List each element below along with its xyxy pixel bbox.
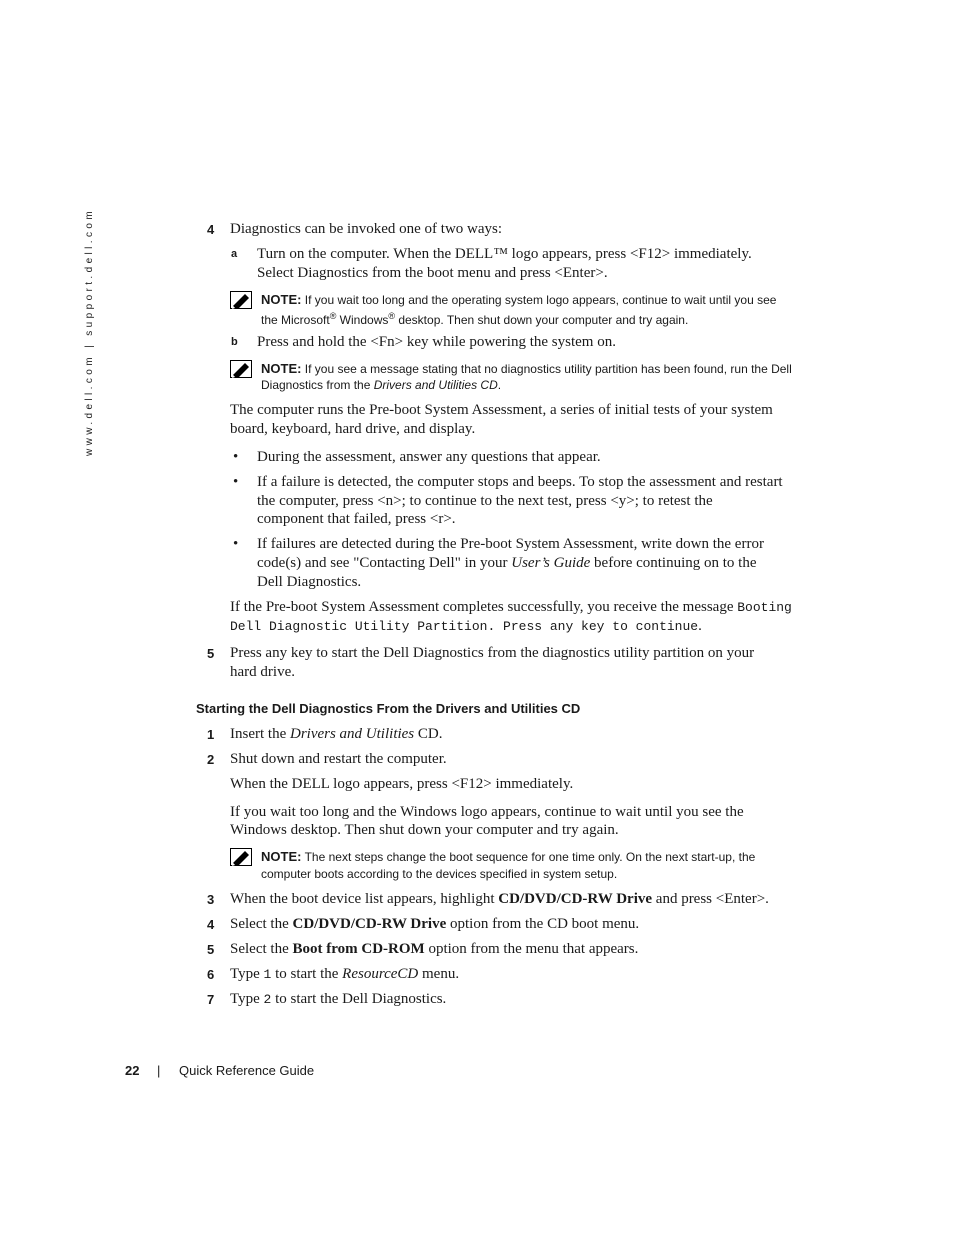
paragraph-line: Windows desktop. Then shut down your computer and try again. (230, 822, 619, 838)
step-text: Press any key to start the Dell Diagnostics from the diagnostics utility partition on your (230, 645, 755, 661)
step-text-part: option from the menu that appears. (424, 941, 639, 957)
step-text (230, 990, 446, 1009)
substep-label: b (231, 336, 238, 348)
step-text (230, 915, 639, 934)
paragraph-line: If you wait too long and the Windows logo appears, continue to wait until you see the (230, 804, 744, 820)
step-number: 4 (207, 222, 215, 237)
step-text-part: Type (230, 966, 264, 982)
step-bold-text: Boot from CD-ROM (292, 941, 425, 957)
note-text: Windows (336, 313, 389, 327)
step-text-part: When the boot device list appears, highlight (230, 891, 499, 907)
bullet-italic-text: User’s Guide (511, 555, 591, 571)
paragraph-line (230, 598, 792, 617)
step-number: 2 (207, 752, 215, 767)
step-text-part: Insert the (230, 726, 290, 742)
note-text: If you see a message stating that no diagnostics utility partition has been found, run the Dell (304, 362, 792, 376)
note-text: desktop. Then shut down your computer and try again. (395, 313, 689, 327)
step-number: 5 (207, 646, 215, 661)
step-text-part: to start the (271, 966, 343, 982)
step-text (230, 890, 769, 909)
footer-guide-title: Quick Reference Guide (179, 1063, 315, 1078)
step-italic-text: ResourceCD (342, 966, 419, 982)
bullet-text: During the assessment, answer any questions that appear. (257, 449, 601, 465)
note-pencil-icon (230, 291, 252, 309)
step-number: 1 (207, 727, 215, 742)
note-label: NOTE: (261, 361, 302, 376)
step-text-part: Select the (230, 941, 293, 957)
note-text: The next steps change the boot sequence for one time only. On the next start-up, the (304, 850, 756, 864)
bullet-text: component that failed, press <r>. (257, 511, 456, 527)
step-text (230, 965, 459, 984)
bullet-text: Dell Diagnostics. (257, 574, 362, 590)
bullet-mark: • (233, 449, 239, 465)
note-line (261, 377, 501, 394)
step-number: 7 (207, 992, 215, 1007)
bullet-text: If a failure is detected, the computer stops and beeps. To stop the assessment and restart (257, 474, 783, 490)
bullet-mark: • (233, 536, 239, 552)
note-text: the Microsoft (261, 313, 330, 327)
note-line (261, 848, 755, 866)
note-pencil-icon (230, 360, 252, 378)
note-text: If you wait too long and the operating system logo appears, continue to wait until you see (304, 293, 777, 307)
step-number: 4 (207, 917, 215, 932)
step-text-part: option from the CD boot menu. (446, 916, 640, 932)
paragraph-text: . (698, 618, 702, 634)
paragraph-line: When the DELL logo appears, press <F12> immediately. (230, 776, 574, 792)
step-text-part: to start the Dell Diagnostics. (271, 991, 447, 1007)
paragraph-line: board, keyboard, hard drive, and display. (230, 421, 476, 437)
step-number: 5 (207, 942, 215, 957)
note-italic-text: Drivers and Utilities CD (373, 378, 498, 392)
substep-a-line2: Select Diagnostics from the boot menu and press <Enter>. (257, 265, 608, 281)
bullet-text: the computer, press <n>; to continue to the next test, press <y>; to retest the (257, 493, 713, 509)
note-line (261, 360, 792, 378)
sidebar-url: www.dell.com | support.dell.com (84, 207, 95, 456)
step-text: hard drive. (230, 664, 295, 680)
step-text-part: Type (230, 991, 264, 1007)
mono-message: Booting (737, 600, 792, 615)
note-label: NOTE: (261, 292, 302, 307)
mono-message: Dell Diagnostic Utility Partition. Press any key to continue (230, 619, 699, 634)
paragraph-line (230, 617, 702, 636)
note-label: NOTE: (261, 849, 302, 864)
substep-label: a (231, 248, 238, 260)
step-text-part: and press <Enter>. (652, 891, 769, 907)
paragraph-line: The computer runs the Pre-boot System Assessment, a series of initial tests of your system (230, 402, 773, 418)
step-text (230, 940, 638, 959)
note-text: computer boots according to the devices specified in system setup. (261, 867, 618, 881)
registered-mark: ® (329, 311, 337, 321)
step-bold-text: CD/DVD/CD-RW Drive (292, 916, 447, 932)
step-text-part: menu. (418, 966, 460, 982)
note-text: Diagnostics from the (261, 378, 374, 392)
footer-separator: | (157, 1063, 161, 1078)
step-text-part: Select the (230, 916, 293, 932)
step-text: Shut down and restart the computer. (230, 751, 447, 767)
bullet-text (257, 554, 757, 573)
bullet-text-part: before continuing on to the (590, 555, 757, 571)
substep-a-line1: Turn on the computer. When the DELL™ logo appears, press <F12> immediately. (257, 246, 752, 262)
step-number: 3 (207, 892, 215, 907)
step-bold-text: CD/DVD/CD-RW Drive (498, 891, 653, 907)
substep-b-line1: Press and hold the <Fn> key while powering the system on. (257, 334, 616, 350)
step-text (230, 725, 443, 744)
note-pencil-icon (230, 848, 252, 866)
page-number: 22 (125, 1063, 140, 1078)
bullet-text-part: code(s) and see "Contacting Dell" in your (257, 555, 512, 571)
note-line (261, 308, 688, 329)
mono-key: 2 (263, 992, 272, 1007)
step-number: 6 (207, 967, 215, 982)
note-text: . (497, 378, 502, 392)
step-text-part: CD. (414, 726, 443, 742)
bullet-mark: • (233, 474, 239, 490)
paragraph-text: If the Pre-boot System Assessment completes successfully, you receive the message (230, 599, 738, 615)
note-line (261, 291, 776, 309)
step-text: Diagnostics can be invoked one of two ways: (230, 221, 503, 237)
section-heading: Starting the Dell Diagnostics From the Drivers and Utilities CD (196, 701, 581, 716)
registered-mark: ® (388, 311, 395, 321)
bullet-text: If failures are detected during the Pre-boot System Assessment, write down the error (257, 536, 764, 552)
step-italic-text: Drivers and Utilities (289, 726, 415, 742)
mono-key: 1 (263, 967, 272, 982)
